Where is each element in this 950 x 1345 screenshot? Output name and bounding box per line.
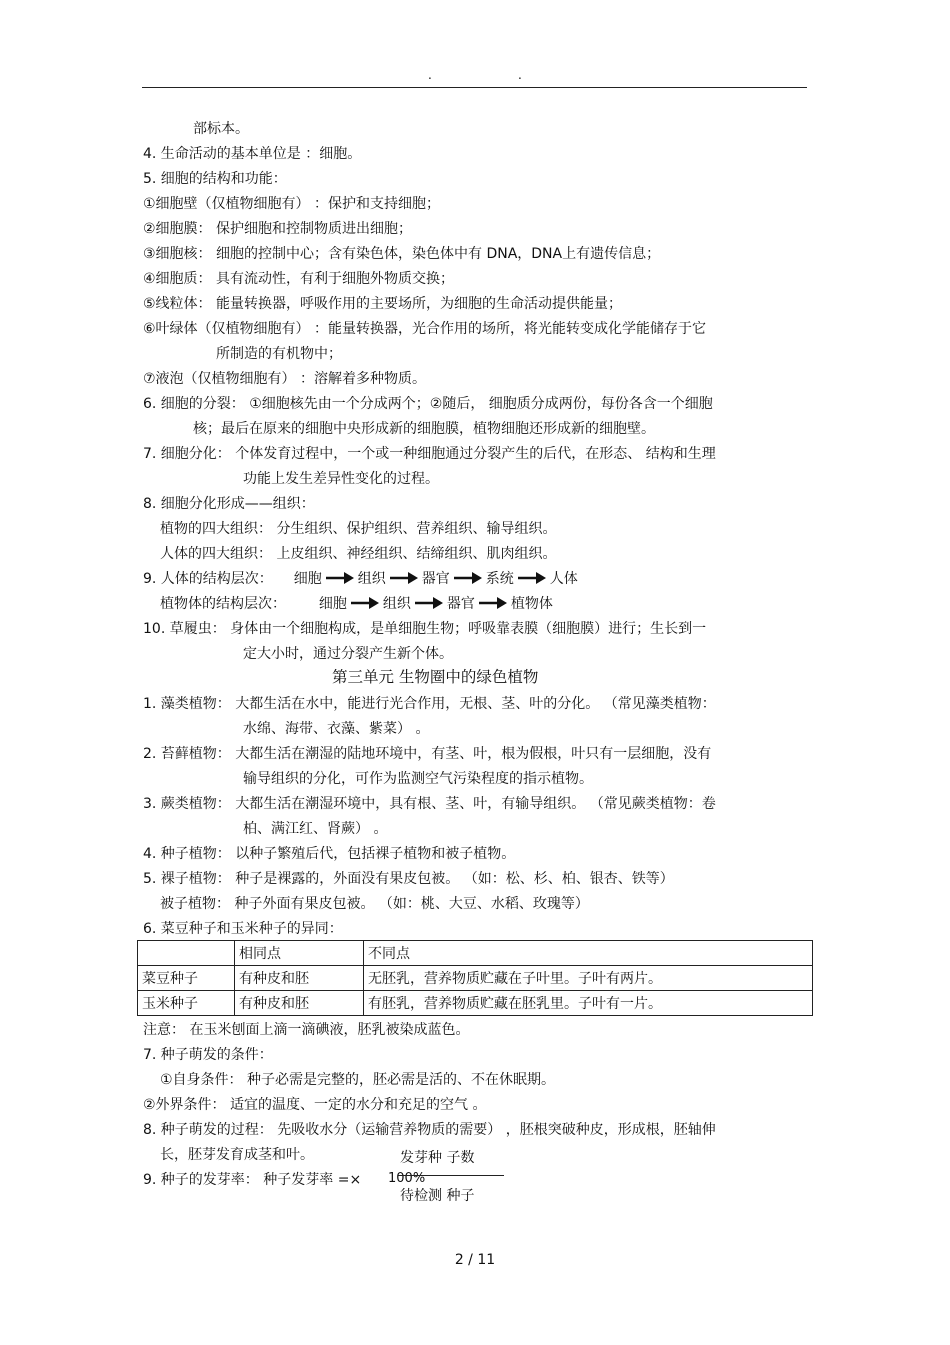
table-row <box>138 966 813 991</box>
text-line: 2. 苔藓植物： 大都生活在潮湿的陆地环境中，有茎、叶，根为假根，叶只有一层细胞，没有 <box>143 746 712 762</box>
text-line: 功能上发生差异性变化的过程。 <box>243 471 439 487</box>
text-line: 人体的四大组织： 上皮组织、神经组织、结缔组织、肌肉组织。 <box>160 546 557 562</box>
hierarchy-label: 9. 人体的结构层次： <box>143 571 273 587</box>
table-cell: 无胚乳，营养物质贮藏在子叶里。子叶有两片。 <box>364 966 813 991</box>
table-cell: 菜豆种子 <box>138 966 235 991</box>
table-cell: 有种皮和胚 <box>235 966 364 991</box>
text-line: 定大小时，通过分裂产生新个体。 <box>243 646 453 662</box>
human-hierarchy <box>143 570 578 588</box>
arrow-icon <box>351 596 379 610</box>
formula-numerator: 发芽种 子数 <box>400 1150 475 1166</box>
text-line: 7. 细胞分化： 个体发育过程中，一个或一种细胞通过分裂产生的后代，在形态、 结构和生理 <box>143 446 716 462</box>
hierarchy-step: 器官 <box>421 571 450 587</box>
table-row <box>138 991 813 1016</box>
header-rule <box>142 87 807 88</box>
hierarchy-step: 组织 <box>357 571 386 587</box>
text-line: ②细胞膜： 保护细胞和控制物质进出细胞； <box>143 221 412 237</box>
text-line: 5. 细胞的结构和功能： <box>143 171 287 187</box>
fraction-bar <box>398 1175 504 1176</box>
hierarchy-step: 植物体 <box>510 596 553 612</box>
arrow-icon <box>479 596 507 610</box>
text-line: 6. 菜豆种子和玉米种子的异同： <box>143 921 343 937</box>
table-header-cell: 相同点 <box>235 941 364 966</box>
text-line: ③细胞核： 细胞的控制中心；含有染色体，染色体中有 DNA，DNA上有遗传信息； <box>143 246 661 262</box>
hierarchy-step: 细胞 <box>318 596 347 612</box>
text-line: 3. 蕨类植物： 大都生活在潮湿环境中，具有根、茎、叶，有输导组织。 （常见蕨类植物：卷 <box>143 796 716 812</box>
arrow-icon <box>326 571 354 585</box>
text-line: 长，胚芽发育成茎和叶。 <box>160 1147 314 1163</box>
text-line: 7. 种子萌发的条件： <box>143 1047 273 1063</box>
hierarchy-step: 系统 <box>485 571 514 587</box>
text-line: 被子植物： 种子外面有果皮包被。 （如：桃、大豆、水稻、玫瑰等） <box>160 896 589 912</box>
text-line: 8. 细胞分化形成——组织： <box>143 496 315 512</box>
text-line: ①自身条件： 种子必需是完整的，胚必需是活的、不在休眠期。 <box>160 1072 555 1088</box>
table-header-cell: 不同点 <box>364 941 813 966</box>
text-line: 水绵、海带、衣藻、紫菜） 。 <box>243 721 430 737</box>
formula-percent: 100% <box>388 1171 426 1186</box>
text-line: ①细胞壁（仅植物细胞有） ：保护和支持细胞； <box>143 196 440 212</box>
hierarchy-step: 器官 <box>446 596 475 612</box>
table-cell: 有种皮和胚 <box>235 991 364 1016</box>
arrow-icon <box>390 571 418 585</box>
text-line: 4. 生命活动的基本单位是 ：细胞。 <box>143 146 362 162</box>
text-line: 部标本。 <box>193 121 249 137</box>
header-dot-left: . <box>428 68 432 82</box>
table-cell: 有胚乳，营养物质贮藏在胚乳里。子叶有一片。 <box>364 991 813 1016</box>
table-cell: 玉米种子 <box>138 991 235 1016</box>
text-line: 输导组织的分化，可作为监测空气污染程度的指示植物。 <box>243 771 593 787</box>
text-line: 柏、满江红、肾蕨） 。 <box>243 821 388 837</box>
text-line: ⑥叶绿体（仅植物细胞有） ：能量转换器，光合作用的场所，将光能转变成化学能储存于它 <box>143 321 706 337</box>
arrow-icon <box>518 571 546 585</box>
text-line: ⑤线粒体： 能量转换器，呼吸作用的主要场所，为细胞的生命活动提供能量； <box>143 296 622 312</box>
text-line: 6. 细胞的分裂： ①细胞核先由一个分成两个；②随后， 细胞质分成两份，每份各含一个细胞 <box>143 396 713 412</box>
text-line: 4. 种子植物： 以种子繁殖后代，包括裸子植物和被子植物。 <box>143 846 516 862</box>
text-line: 5. 裸子植物： 种子是裸露的，外面没有果皮包被。 （如：松、杉、柏、银杏、铁等） <box>143 871 674 887</box>
table-header-row <box>138 941 813 966</box>
arrow-icon <box>415 596 443 610</box>
header-dot-right: . <box>518 68 522 82</box>
text-line: ②外界条件： 适宜的温度、一定的水分和充足的空气 。 <box>143 1097 487 1113</box>
text-line: 10. 草履虫： 身体由一个细胞构成，是单细胞生物；呼吸靠表膜（细胞膜）进行；生长到一 <box>143 621 707 637</box>
seed-comparison-table <box>137 940 813 1016</box>
text-line: 8. 种子萌发的过程： 先吸收水分（运输营养物质的需要） ，胚根突破种皮，形成根，胚轴伸 <box>143 1122 716 1138</box>
arrow-icon <box>454 571 482 585</box>
text-line: ④细胞质： 具有流动性，有利于细胞外物质交换； <box>143 271 454 287</box>
table-header-cell <box>138 941 235 966</box>
text-line: 核；最后在原来的细胞中央形成新的细胞膜，植物细胞还形成新的细胞壁。 <box>193 421 655 437</box>
text-line: 注意： 在玉米刨面上滴一滴碘液，胚乳被染成蓝色。 <box>143 1022 470 1038</box>
text-line: ⑦液泡（仅植物细胞有） ：溶解着多种物质。 <box>143 371 426 387</box>
text-line: 所制造的有机物中； <box>216 346 342 362</box>
formula-denominator: 待检测 种子 <box>400 1188 475 1204</box>
formula-label: 9. 种子的发芽率： 种子发芽率 =× <box>143 1172 362 1188</box>
text-line: 植物的四大组织： 分生组织、保护组织、营养组织、输导组织。 <box>160 521 557 537</box>
page-number: 2 / 11 <box>454 1252 496 1268</box>
plant-hierarchy <box>160 595 553 613</box>
hierarchy-step: 人体 <box>549 571 578 587</box>
hierarchy-step: 细胞 <box>293 571 322 587</box>
text-line: 1. 藻类植物： 大都生活在水中，能进行光合作用，无根、茎、叶的分化。 （常见藻类植物： <box>143 696 716 712</box>
hierarchy-step: 组织 <box>382 596 411 612</box>
hierarchy-label: 植物体的结构层次： <box>160 596 286 612</box>
unit-title: 第三单元 生物圈中的绿色植物 <box>332 668 539 686</box>
